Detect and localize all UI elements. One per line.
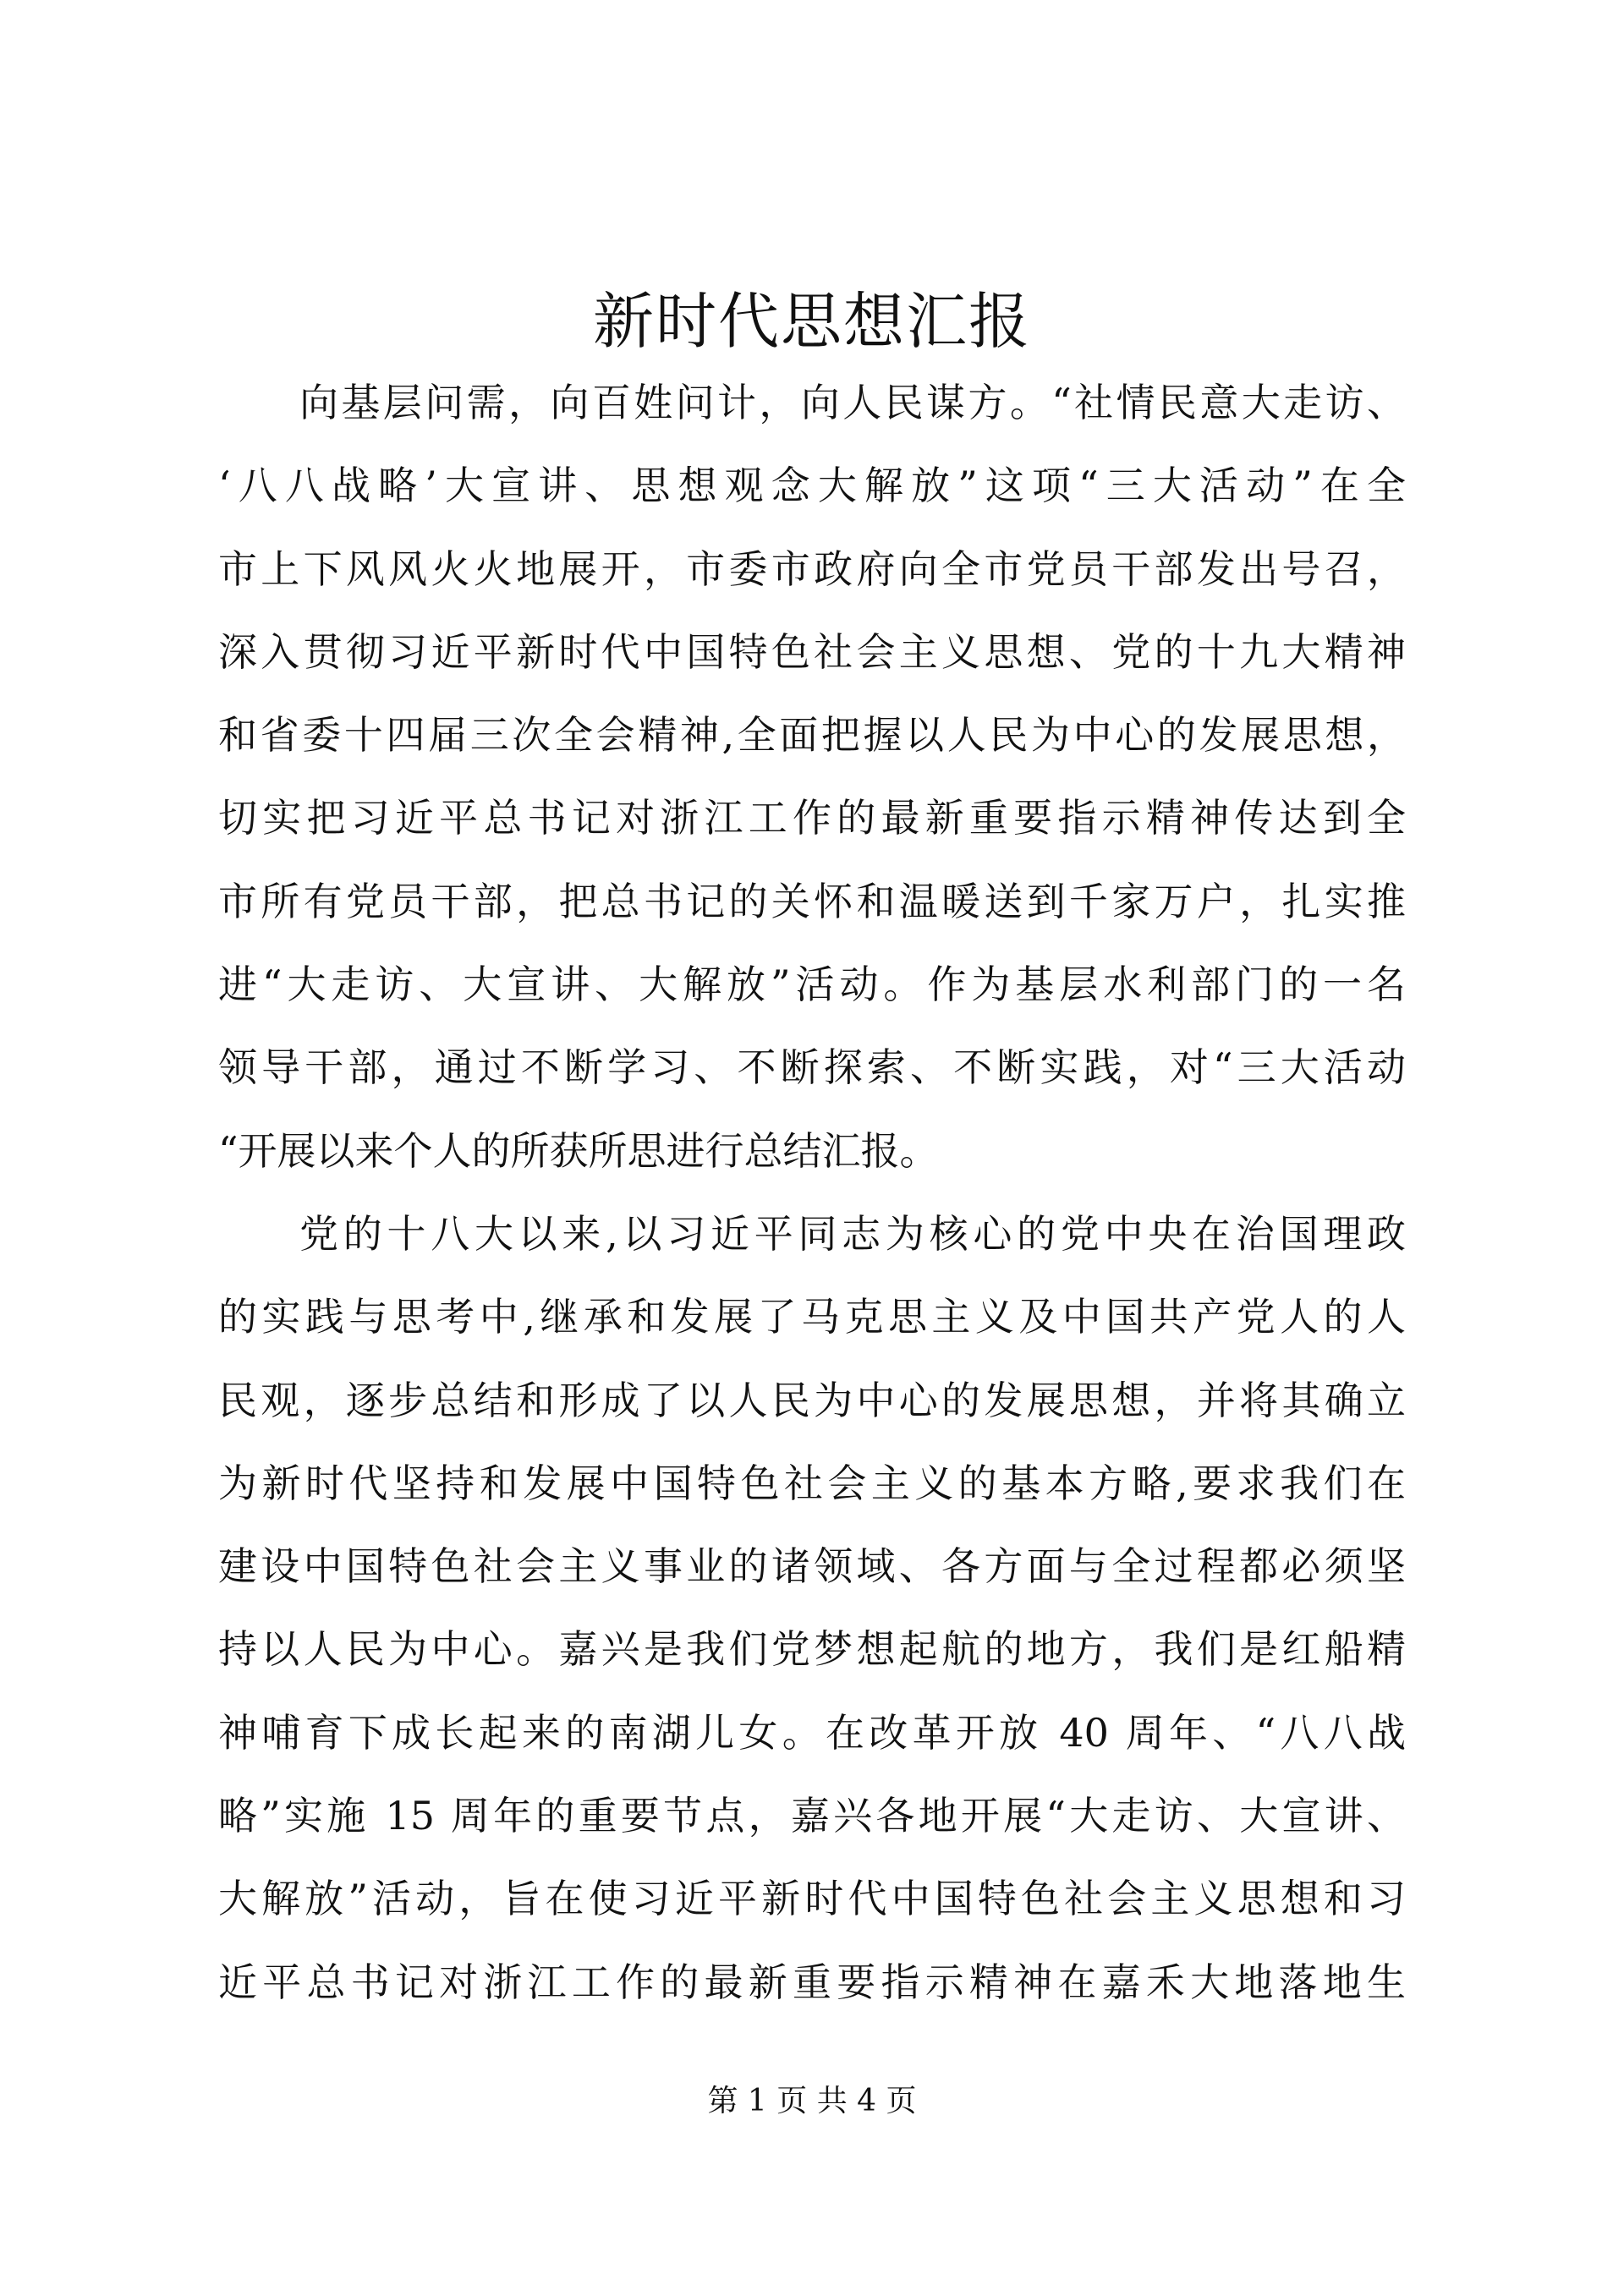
paragraph-line: 向基层问需，向百姓问计，向人民谋方。“社情民意大走访、 <box>299 380 1406 425</box>
paragraph-line: 市上下风风火火地展开，市委市政府向全市党员干部发出号召， <box>218 545 1406 592</box>
paragraph-line: 深入贯彻习近平新时代中国特色社会主义思想、党的十九大精神 <box>218 628 1406 675</box>
paragraph-2 <box>218 1192 1406 2024</box>
document-title: 新时代思想汇报 <box>592 286 1031 357</box>
paragraph-line: 进“大走访、大宣讲、大解放”活动。作为基层水利部门的一名 <box>218 962 1406 1008</box>
paragraph-line: 略”实施 15 周年的重要节点，嘉兴各地开展“大走访、大宣讲、 <box>218 1793 1406 1839</box>
paragraph-line: 的实践与思考中,继承和发展了马克思主义及中国共产党人的人 <box>218 1294 1406 1340</box>
paragraph-line: 领导干部，通过不断学习、不断探索、不断实践，对“三大活动 <box>218 1044 1406 1091</box>
paragraph-line: 神哺育下成长起来的南湖儿女。在改革开放 40 周年、“八八战 <box>218 1709 1406 1756</box>
document-body <box>218 361 1406 2024</box>
paragraph-line: 建设中国特色社会主义事业的诸领域、各方面与全过程都必须坚 <box>218 1543 1406 1590</box>
paragraph-line: 市所有党员干部，把总书记的关怀和温暖送到千家万户，扎实推 <box>218 878 1406 924</box>
paragraph-line: 为新时代坚持和发展中国特色社会主义的基本方略,要求我们在 <box>218 1460 1406 1506</box>
paragraph-line: 持以人民为中心。嘉兴是我们党梦想起航的地方，我们是红船精 <box>218 1626 1406 1673</box>
paragraph-1 <box>218 361 1406 1192</box>
page-number-footer: 第 1 页 共 4 页 <box>707 2084 917 2118</box>
paragraph-line: 和省委十四届三次全会精神,全面把握以人民为中心的发展思想， <box>218 712 1406 759</box>
paragraph-line: ‘八八战略’大宣讲、思想观念大解放”这项“三大活动”在全 <box>218 463 1406 509</box>
paragraph-line: 近平总书记对浙江工作的最新重要指示精神在嘉禾大地落地生 <box>218 1959 1406 2005</box>
paragraph-line: “开展以来个人的所获所思进行总结汇报。 <box>218 1127 939 1174</box>
paragraph-line: 民观，逐步总结和形成了以人民为中心的发展思想，并将其确立 <box>218 1377 1406 1423</box>
paragraph-line: 切实把习近平总书记对浙江工作的最新重要指示精神传达到全 <box>218 795 1406 841</box>
paragraph-line: 党的十八大以来,以习近平同志为核心的党中央在治国理政 <box>299 1210 1406 1257</box>
paragraph-line: 大解放”活动，旨在使习近平新时代中国特色社会主义思想和习 <box>218 1876 1406 1922</box>
